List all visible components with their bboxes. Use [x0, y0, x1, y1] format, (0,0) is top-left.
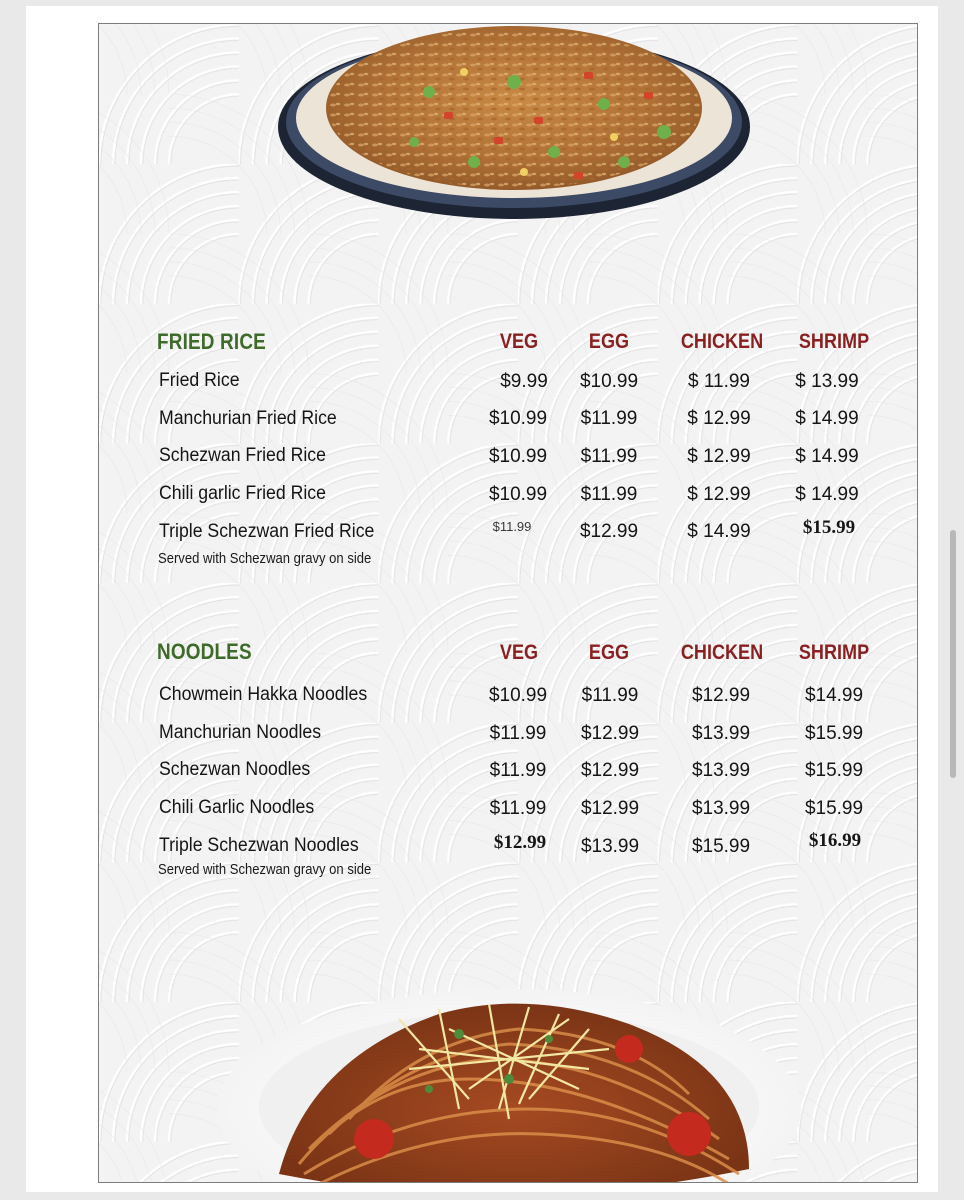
price-egg: $12.99: [580, 760, 640, 781]
price-chicken: $ 14.99: [687, 521, 751, 542]
price-veg: $10.99: [488, 408, 548, 429]
menu-sheet: [26, 6, 938, 1192]
price-shrimp: $ 14.99: [795, 446, 859, 467]
menu-item-name: Triple Schezwan Fried Rice: [159, 521, 375, 542]
price-egg: $12.99: [580, 723, 640, 744]
price-chicken: $15.99: [691, 836, 751, 857]
menu-item-name: Manchurian Noodles: [159, 722, 322, 743]
price-egg: $13.99: [580, 836, 640, 857]
price-egg: $12.99: [579, 521, 639, 542]
price-veg: $10.99: [488, 685, 548, 706]
price-chicken: $ 12.99: [687, 408, 751, 429]
column-header-egg: EGG: [588, 641, 630, 664]
price-egg: $11.99: [580, 484, 638, 505]
section-title-fried-rice: FRIED RICE: [157, 329, 266, 354]
price-chicken: $ 11.99: [688, 371, 750, 392]
menu-item-name: Schezwan Fried Rice: [159, 445, 326, 466]
column-header-veg: VEG: [499, 330, 539, 353]
menu-item-name: Chili Garlic Noodles: [159, 797, 315, 818]
price-egg: $11.99: [581, 685, 639, 706]
price-veg: $11.99: [489, 760, 547, 781]
menu-item-name: Manchurian Fried Rice: [159, 408, 337, 429]
menu-item-name: Fried Rice: [159, 370, 240, 391]
menu-item-note: Served with Schezwan gravy on side: [158, 551, 372, 567]
menu-item-name: Chili garlic Fried Rice: [159, 483, 326, 504]
column-header-shrimp: SHRIMP: [798, 330, 870, 353]
price-chicken: $ 12.99: [687, 484, 751, 505]
menu-item-name: Chowmein Hakka Noodles: [159, 684, 368, 705]
menu-item-name: Schezwan Noodles: [159, 759, 311, 780]
scrollbar-thumb[interactable]: [950, 530, 956, 778]
price-egg: $11.99: [580, 408, 638, 429]
menu-item-note: Served with Schezwan gravy on side: [158, 862, 372, 878]
price-shrimp: $ 14.99: [795, 484, 859, 505]
price-shrimp: $14.99: [804, 685, 864, 706]
price-veg: $12.99: [493, 832, 547, 853]
price-shrimp: $15.99: [804, 760, 864, 781]
fried-rice-image: [274, 23, 754, 222]
price-egg: $11.99: [580, 446, 638, 467]
price-veg: $11.99: [489, 798, 547, 819]
price-shrimp: $16.99: [808, 830, 862, 851]
menu-item-name: Triple Schezwan Noodles: [159, 835, 359, 856]
price-chicken: $12.99: [691, 685, 751, 706]
price-shrimp: $15.99: [804, 798, 864, 819]
price-shrimp: $ 13.99: [795, 371, 859, 392]
spaghetti-image: [209, 959, 809, 1183]
column-header-veg: VEG: [499, 641, 539, 664]
price-shrimp: $15.99: [802, 517, 856, 538]
price-chicken: $13.99: [691, 723, 751, 744]
price-veg: $10.99: [488, 484, 548, 505]
price-chicken: $ 12.99: [687, 446, 751, 467]
column-header-shrimp: SHRIMP: [798, 641, 870, 664]
price-egg: $10.99: [579, 371, 639, 392]
price-shrimp: $15.99: [804, 723, 864, 744]
section-title-noodles: NOODLES: [157, 639, 252, 664]
price-veg: $9.99: [500, 371, 548, 392]
menu-page: [98, 23, 918, 1183]
price-veg: $10.99: [488, 446, 548, 467]
price-chicken: $13.99: [691, 798, 751, 819]
column-header-chicken: CHICKEN: [680, 330, 764, 353]
column-header-egg: EGG: [588, 330, 630, 353]
price-veg: $11.99: [489, 723, 547, 744]
price-chicken: $13.99: [691, 760, 751, 781]
price-shrimp: $ 14.99: [795, 408, 859, 429]
price-egg: $12.99: [580, 798, 640, 819]
column-header-chicken: CHICKEN: [680, 641, 764, 664]
price-veg: $11.99: [492, 519, 532, 534]
